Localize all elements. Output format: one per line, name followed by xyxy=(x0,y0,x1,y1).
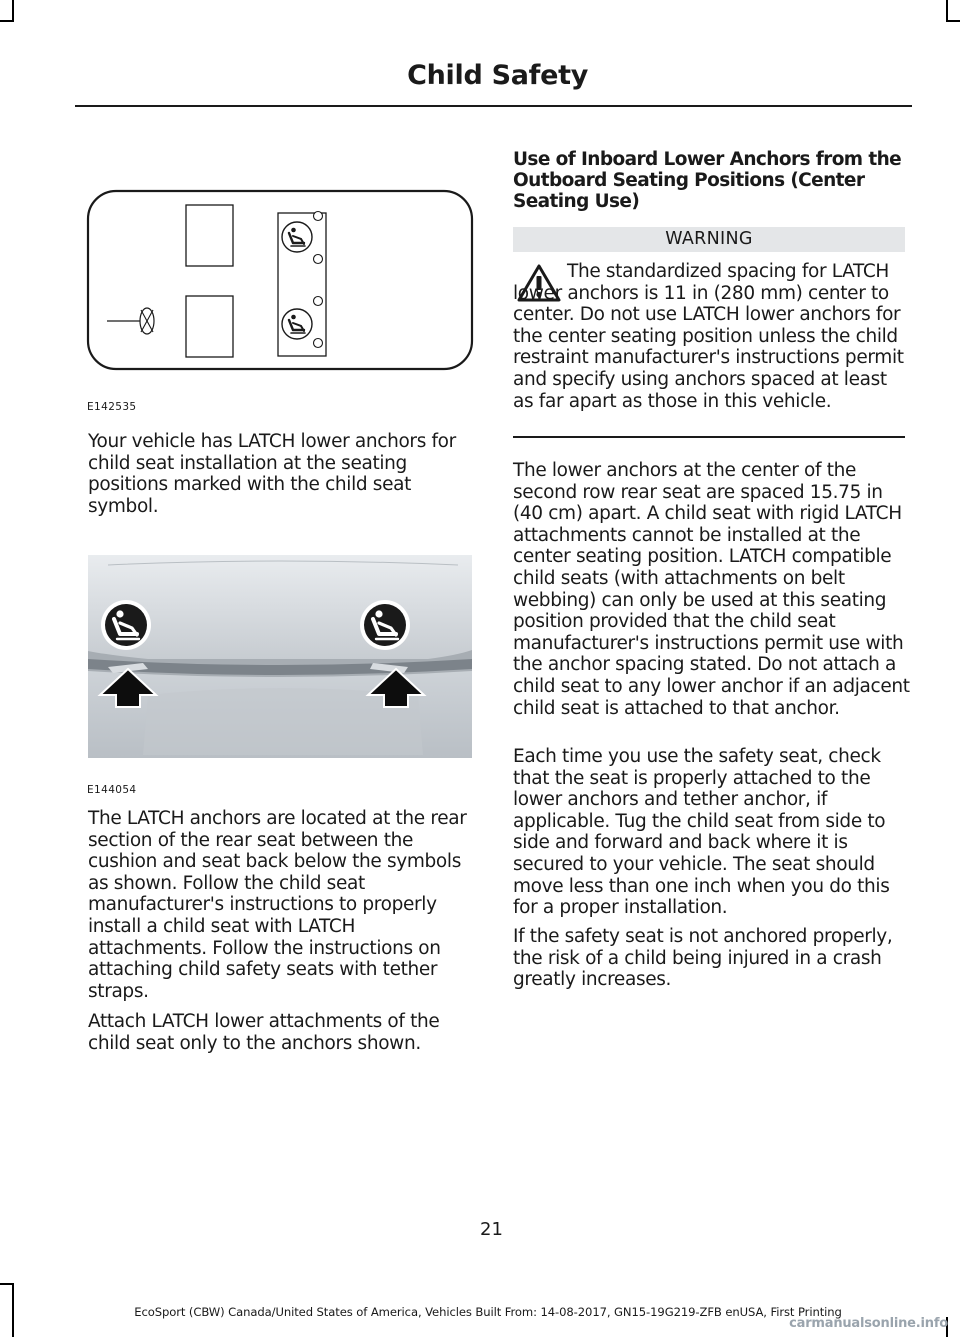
crop-mark xyxy=(946,20,960,22)
body-paragraph: Your vehicle has LATCH lower anchors for child seat installation at the seating positions marked with the child seat symbol. xyxy=(88,431,456,517)
warning-text: The standardized spacing for LATCH lower anchors is 11 in (280 mm) center to center. Do not use LATCH lower anchors for the center seating position unless the child restraint manufacturer's instructions permit and specify using anchors spaced at least as far apart as those in this vehicle. xyxy=(513,261,904,412)
body-paragraph: The lower anchors at the center of the second row rear seat are spaced 15.75 in (40 cm) apart. A child seat with rigid LATCH attachments cannot be installed at the center seating position. LATCH compatible child seats (with attachments on belt webbing) can only be used at this seating position provided that the child seat manufacturer's instructions permit use with the anchor spacing stated. Do not attach a child seat to any lower anchor if an adjacent child seat is attached to that anchor. xyxy=(513,460,910,719)
footer-text: EcoSport (CBW) Canada/United States of America, Vehicles Built From: 14-08-2017, GN15-19G219-ZFB enUSA, First Printing xyxy=(134,1305,842,1319)
body-paragraph: If the safety seat is not anchored properly, the risk of a child being injured in a crash greatly increases. xyxy=(513,926,893,991)
section-heading: Use of Inboard Lower Anchors from the Outboard Seating Positions (Center Seating Use) xyxy=(513,149,902,212)
child-seat-icon xyxy=(360,600,410,650)
crop-mark xyxy=(0,1283,14,1285)
body-paragraph: Each time you use the safety seat, check that the seat is properly attached to the lower anchors and tether anchor, if applicable. Tug the child seat from side to side and forward and back where it is secured to your vehicle. The seat should move less than one inch when you do this for a proper installation. xyxy=(513,746,890,919)
latch-anchor-illustration xyxy=(88,555,472,758)
seating-diagram xyxy=(85,188,475,373)
page-number: 21 xyxy=(480,1219,503,1240)
figure-code: E144054 xyxy=(87,784,137,796)
child-seat-icon xyxy=(101,600,151,650)
body-paragraph: The LATCH anchors are located at the rear section of the rear seat between the cushion and seat back below the symbols as shown. Follow the child seat manufacturer's instructions to properly install a child seat with LATCH attachments. Follow the instructions on attaching child safety seats with tether straps. xyxy=(88,808,467,1002)
crop-mark xyxy=(0,20,14,22)
child-seat-icon xyxy=(282,309,312,339)
crop-mark xyxy=(12,0,14,20)
warning-divider xyxy=(513,436,905,438)
page-title: Child Safety xyxy=(407,60,588,91)
crop-mark xyxy=(946,0,948,20)
child-seat-icon xyxy=(282,222,312,252)
watermark: carmanualsonline.info xyxy=(789,1316,948,1331)
figure-code: E142535 xyxy=(87,401,137,413)
header-divider xyxy=(75,105,912,107)
body-paragraph: Attach LATCH lower attachments of the child seat only to the anchors shown. xyxy=(88,1011,440,1054)
warning-banner: WARNING xyxy=(513,227,905,252)
